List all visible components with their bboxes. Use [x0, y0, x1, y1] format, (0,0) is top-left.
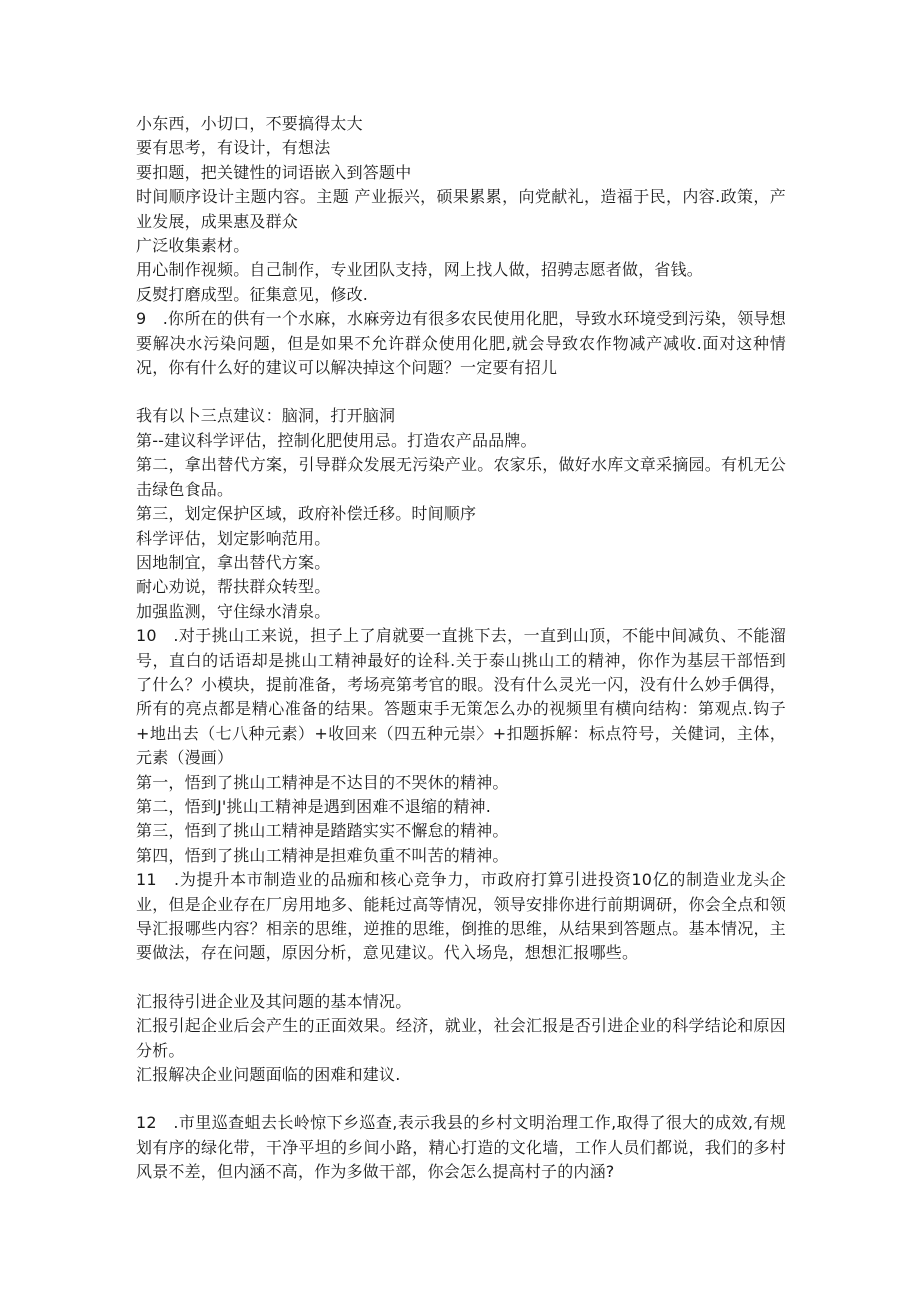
paragraph: 时间顺序设计主题内容。主题 产业振兴，硕果累累，向党献礼，造福于民，内容.政策，产业发展，成果惠及群众	[136, 187, 786, 231]
text-line: 耐心劝说，帮扶群众转型。	[136, 577, 331, 597]
text-line: 反熨打磨成型。征集意见，修改.	[136, 284, 369, 304]
text-line: 因地制宜，拿出替代方案。	[136, 552, 331, 572]
text-line: 小东西，小切口，不要搞得太大	[136, 114, 363, 133]
question-10: 10 .对于挑山工来说，担子上了肩就要一直挑下去，一直到山顶，不能中间减负、不能溜号，直白的话语却是挑山工精神最好的诠科.关于泰山挑山工的精神，你作为基层干部悟到了什么？小模块，提前准备，考场亮第考官的眼。没有什么灵光一闪，没有什么妙手偶得，所有的亮点都是精心准备的结果。答题束手无策怎么办的视频里有横向结构：第观点.钩子+地出去（七八种元素）+收回来（四五种元崇〉+扣题拆解：标点符号，关健词，主体，元素（漫画）	[136, 626, 786, 768]
text-line: 第--建议科学评估，控制化肥使用忌。打造农产品品牌。	[136, 430, 537, 450]
question-11: 11 .为提升本市制造业的品痂和核心竞争力，市政府打算引进投资10亿的制造业龙头企业，但是企业存在厂房用地多、能耗过高等情况，领导安排你进行前期调研，你会全点和领导汇报哪些内容？相亲的思维，逆推的思维，倒推的思维，从结果到答题点。基本情况，主要做法，存在问题，原因分析，意见建议。代入场凫，想想汇报哪些。	[136, 870, 786, 963]
document-body	[136, 112, 786, 1185]
text-line: 第二，悟到J'挑山工精神是遇到困难不退缩的精神.	[136, 796, 492, 816]
paragraph: 汇报引起企业后会产生的正面效果。经济，就业，社会汇报是否引进企业的科学结论和原因分析。	[136, 1016, 786, 1060]
question-9: 9 .你所在的供有一个水麻，水麻旁边有很多农民使用化肥，导致水环境受到污染，领导想要解决水污染问题，但是如果不允许群众使用化肥,就会导致农作物减产减收.面对这种情况，你有什么好的建议可以解决掉这个问题？一定要有招儿	[136, 309, 786, 378]
text-line: 用心制作视频。自己制作，专业团队支持，网上找人做，招骋志愿者做，省钱。	[136, 260, 704, 280]
text-line: 第四，悟到了挑山工精神是担难负重不叫苦的精神。	[136, 845, 509, 865]
text-line: 汇报待引进企业及其问题的基本情况。	[136, 991, 412, 1011]
text-line: 第一，悟到了挑山工精神是不达目的不哭休的精神。	[136, 772, 509, 792]
text-line: 第三，悟到了挑山工精神是踏踏实实不懈怠的精神。	[136, 821, 509, 841]
text-line: 广泛收集素材。	[136, 236, 250, 256]
text-line: 我有以卜三点建议：脑洞，打开脑洞	[136, 406, 396, 426]
text-line: 第三，划定保护区域，政府补偿迁移。时间顺序	[136, 504, 477, 524]
blank-line	[136, 1087, 786, 1111]
paragraph: 第二，拿出替代方案，引导群众发展无污染产业。农家乐，做好水库文章采摘园。有机无公击绿色食品。	[136, 455, 786, 499]
blank-line	[136, 380, 786, 404]
question-12: 12 .市里巡查蛆去长岭惊下乡巡查,表示我县的乡村文明治理工作,取得了很大的成效,有规划有序的绿化带，干净平坦的乡间小路，精心打造的文化墙，工作人员们都说，我们的多村风景不差，但内涵不高，作为多做干部，你会怎么提高村子的内涵?	[136, 1113, 786, 1182]
blank-line	[136, 966, 786, 990]
text-line: 要扣题，把关键性的词语嵌入到答题中	[136, 162, 412, 182]
text-line: 要有思考，有设计，有想法	[136, 138, 331, 158]
text-line: 加强监测，守住绿水清泉。	[136, 601, 331, 621]
text-line: 汇报解决企业问题面临的困难和建议.	[136, 1065, 401, 1085]
text-line: 科学评估，划定影响范用。	[136, 528, 331, 548]
